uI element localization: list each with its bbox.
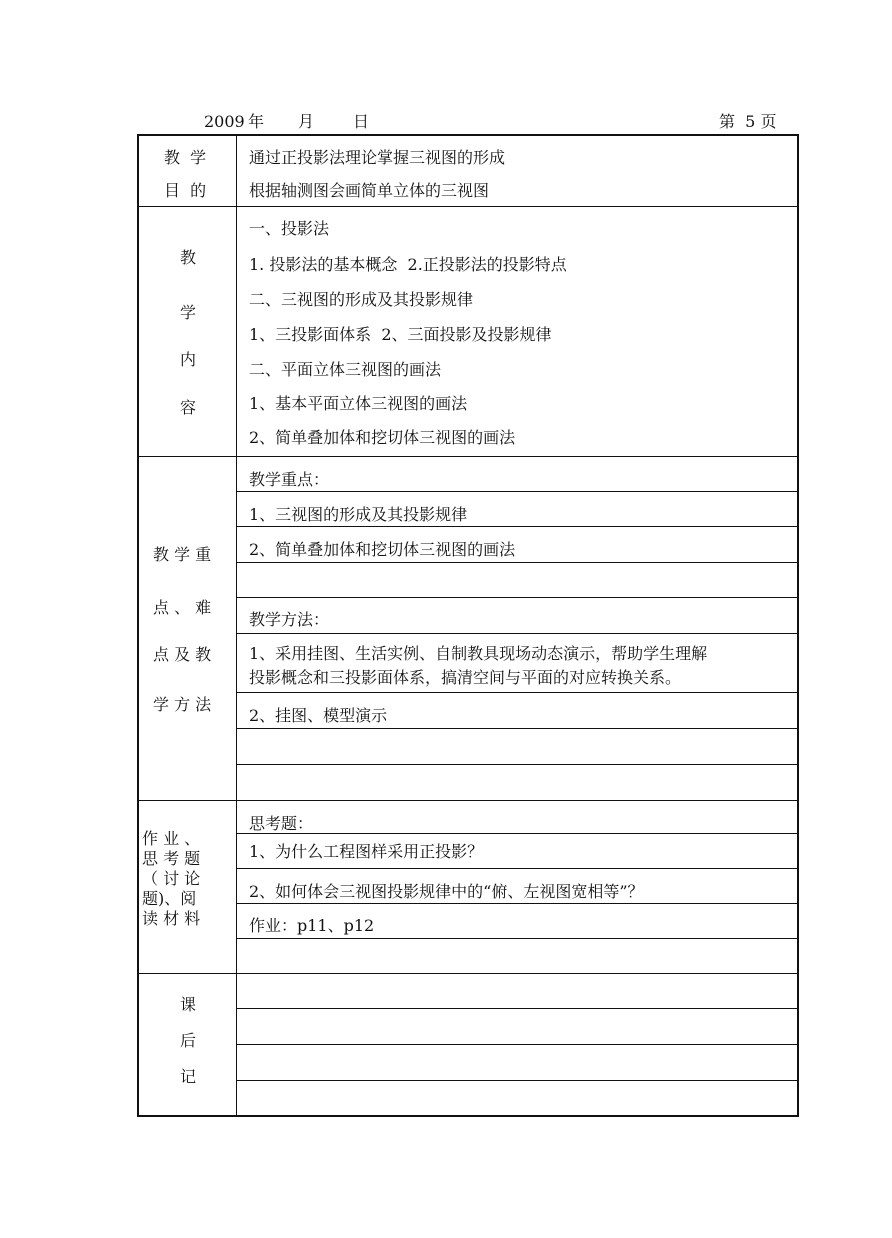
row-line	[236, 868, 797, 869]
key-label-line: 点 及 教	[153, 645, 212, 664]
homework-label-line: 作 业 、	[142, 829, 201, 848]
row-line	[236, 562, 797, 563]
row-line	[236, 1080, 797, 1081]
key-line: 1、三视图的形成及其投影规律	[249, 505, 468, 524]
key-line: 投影概念和三投影面体系，搞清空间与平面的对应转换关系。	[249, 668, 682, 687]
goal-line: 通过正投影法理论掌握三视图的形成	[249, 148, 506, 167]
lesson-plan-table	[137, 134, 799, 1117]
content-label-char: 内	[180, 350, 197, 369]
date-day-char: 日	[353, 112, 370, 131]
row-line	[236, 938, 797, 939]
homework-line: 思考题：	[249, 814, 314, 833]
homework-label-line: 读 材 料	[142, 909, 201, 928]
key-line: 教学方法：	[249, 610, 330, 629]
key-label-line: 点 、 难	[153, 598, 212, 617]
row-line	[236, 633, 797, 634]
row-line	[236, 764, 797, 765]
key-line: 1、采用挂图、生活实例、自制教具现场动态演示，帮助学生理解	[249, 644, 708, 663]
content-line: 二、平面立体三视图的画法	[249, 360, 442, 379]
row-line	[236, 1044, 797, 1045]
content-line: 1、基本平面立体三视图的画法	[249, 394, 468, 413]
key-line: 教学重点：	[249, 470, 330, 489]
notes-label-char: 记	[180, 1067, 197, 1086]
notes-label-char: 课	[180, 995, 197, 1014]
content-line: 1. 投影法的基本概念 2.正投影法的投影特点	[249, 255, 567, 274]
homework-line: 作业：p11、p12	[249, 916, 375, 935]
section-divider	[139, 456, 797, 457]
homework-line: 1、为什么工程图样采用正投影？	[249, 842, 484, 861]
date-year: 2009	[204, 112, 245, 131]
content-line: 1、三投影面体系 2、三面投影及投影规律	[249, 325, 552, 344]
content-line: 二、三视图的形成及其投影规律	[249, 290, 474, 309]
homework-label-line: （ 讨 论	[142, 869, 201, 888]
row-line	[236, 692, 797, 693]
section-divider	[139, 973, 797, 974]
key-line: 2、简单叠加体和挖切体三视图的画法	[249, 540, 516, 559]
homework-label-line: 题)、阅	[142, 889, 197, 908]
content-line: 一、投影法	[249, 219, 330, 238]
date-month-char: 月	[298, 112, 315, 131]
section-divider	[139, 206, 797, 207]
key-line: 2、挂图、模型演示	[249, 706, 388, 725]
column-divider	[236, 136, 237, 1115]
homework-label-line: 思 考 题	[142, 849, 201, 868]
content-label-char: 教	[180, 248, 197, 267]
row-line	[236, 728, 797, 729]
page-number: 第 5 页	[719, 112, 777, 131]
row-line	[236, 833, 797, 834]
homework-line: 2、如何体会三视图投影规律中的“俯、左视图宽相等”？	[249, 882, 644, 901]
key-label-line: 教 学 重	[153, 545, 212, 564]
section-divider	[139, 800, 797, 801]
row-line	[236, 597, 797, 598]
content-line: 2、简单叠加体和挖切体三视图的画法	[249, 428, 516, 447]
key-label-line: 学 方 法	[153, 695, 212, 714]
date-year-char: 年	[248, 112, 265, 131]
goal-label-line: 教 学	[164, 148, 207, 167]
goal-label-line: 目 的	[164, 181, 207, 200]
content-label-char: 容	[180, 398, 197, 417]
notes-label-char: 后	[180, 1031, 197, 1050]
goal-line: 根据轴测图会画简单立体的三视图	[249, 181, 490, 200]
row-line	[236, 1008, 797, 1009]
content-label-char: 学	[180, 303, 197, 322]
